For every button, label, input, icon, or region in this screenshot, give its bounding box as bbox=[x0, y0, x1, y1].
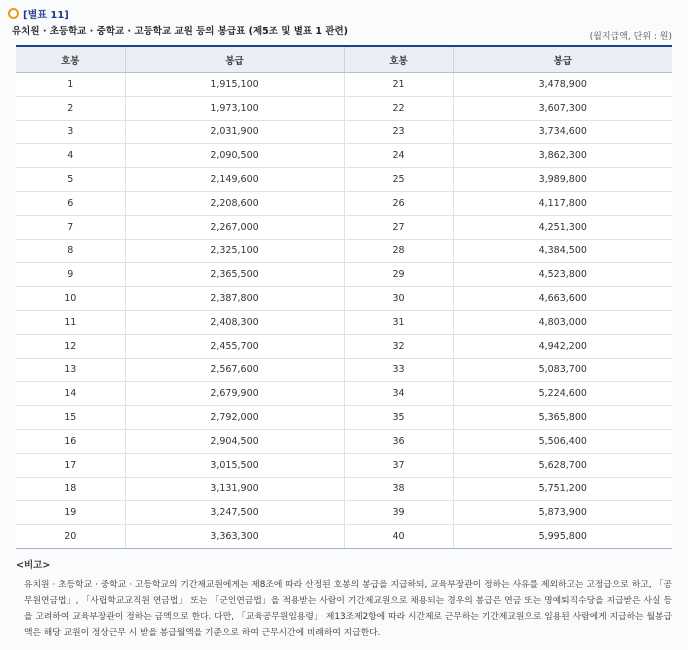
cell-salary: 3,015,500 bbox=[125, 453, 344, 477]
cell-salary: 2,904,500 bbox=[125, 429, 344, 453]
cell-salary: 4,523,800 bbox=[453, 263, 672, 287]
cell-grade: 30 bbox=[344, 287, 453, 311]
cell-grade: 3 bbox=[16, 120, 125, 144]
column-header-salary: 봉급 bbox=[453, 46, 672, 73]
cell-salary: 5,873,900 bbox=[453, 501, 672, 525]
cell-grade: 13 bbox=[16, 358, 125, 382]
cell-grade: 8 bbox=[16, 239, 125, 263]
table-row bbox=[16, 287, 672, 311]
cell-salary: 2,792,000 bbox=[125, 406, 344, 430]
cell-grade: 40 bbox=[344, 525, 453, 549]
table-row bbox=[16, 429, 672, 453]
cell-grade: 5 bbox=[16, 168, 125, 192]
cell-salary: 2,387,800 bbox=[125, 287, 344, 311]
table-row bbox=[16, 239, 672, 263]
cell-salary: 3,734,600 bbox=[453, 120, 672, 144]
cell-grade: 20 bbox=[16, 525, 125, 549]
table-row bbox=[16, 144, 672, 168]
cell-salary: 2,365,500 bbox=[125, 263, 344, 287]
table-row bbox=[16, 453, 672, 477]
cell-grade: 32 bbox=[344, 334, 453, 358]
cell-salary: 3,478,900 bbox=[453, 73, 672, 97]
cell-salary: 2,208,600 bbox=[125, 191, 344, 215]
table-row bbox=[16, 191, 672, 215]
title-line bbox=[8, 6, 680, 21]
cell-grade: 10 bbox=[16, 287, 125, 311]
cell-grade: 39 bbox=[344, 501, 453, 525]
cell-grade: 17 bbox=[16, 453, 125, 477]
note-text: 유치원 · 초등학교 · 중학교 · 고등학교의 기간제교원에게는 제8조에 따라 산정된 호봉의 봉급을 지급하되, 교육부장관이 정하는 사유를 제외하고는 고정급으로 하고, 「공무원연금법」, 「사립학교교직원 연금법」 또는 「군인연금법」을 적용받는 사람이 기간제교원으로 채용되는 경우의 봉급은 연금 또는 명예퇴직수당을 지급받은 사실 등을 고려하여 교육부장관이 정하는 금액으로 한다. 다만, 「교육공무원임용령」 제13조제2항에 따라 시간제로 근무하는 기간제교원으로 임용된 사람에게 지급하는 월봉급액은 해당 교원이 정상근무 시 받을 봉급월액을 기준으로 하여 근무시간에 비례하여 지급한다. bbox=[24, 580, 672, 638]
table-header-row bbox=[16, 46, 672, 73]
cell-salary: 4,942,200 bbox=[453, 334, 672, 358]
table-row bbox=[16, 334, 672, 358]
table-row bbox=[16, 477, 672, 501]
table-row bbox=[16, 96, 672, 120]
cell-salary: 5,224,600 bbox=[453, 382, 672, 406]
cell-salary: 5,628,700 bbox=[453, 453, 672, 477]
cell-salary: 2,031,900 bbox=[125, 120, 344, 144]
cell-grade: 7 bbox=[16, 215, 125, 239]
cell-salary: 2,408,300 bbox=[125, 310, 344, 334]
cell-grade: 16 bbox=[16, 429, 125, 453]
cell-salary: 2,267,000 bbox=[125, 215, 344, 239]
cell-grade: 2 bbox=[16, 96, 125, 120]
cell-grade: 15 bbox=[16, 406, 125, 430]
cell-salary: 4,117,800 bbox=[453, 191, 672, 215]
cell-salary: 1,915,100 bbox=[125, 73, 344, 97]
cell-grade: 18 bbox=[16, 477, 125, 501]
cell-salary: 3,989,800 bbox=[453, 168, 672, 192]
cell-grade: 1 bbox=[16, 73, 125, 97]
table-row bbox=[16, 501, 672, 525]
cell-salary: 3,607,300 bbox=[453, 96, 672, 120]
circle-bullet-icon bbox=[8, 8, 19, 19]
cell-salary: 2,455,700 bbox=[125, 334, 344, 358]
table-row bbox=[16, 310, 672, 334]
table-row bbox=[16, 382, 672, 406]
table-subtitle: 유치원 · 초등학교 · 중학교 · 고등학교 교원 등의 봉급표 (제5조 및 별표 1 관련) bbox=[12, 26, 348, 37]
cell-salary: 5,995,800 bbox=[453, 525, 672, 549]
table-row bbox=[16, 406, 672, 430]
cell-grade: 24 bbox=[344, 144, 453, 168]
cell-salary: 4,384,500 bbox=[453, 239, 672, 263]
cell-salary: 2,567,600 bbox=[125, 358, 344, 382]
cell-salary: 5,083,700 bbox=[453, 358, 672, 382]
column-header-grade: 호봉 bbox=[16, 46, 125, 73]
header bbox=[8, 6, 680, 37]
table-row bbox=[16, 263, 672, 287]
column-header-salary: 봉급 bbox=[125, 46, 344, 73]
note-heading: <비고> bbox=[16, 560, 51, 571]
table-row bbox=[16, 168, 672, 192]
salary-table bbox=[16, 45, 672, 549]
table-row bbox=[16, 73, 672, 97]
table-row bbox=[16, 120, 672, 144]
cell-salary: 4,663,600 bbox=[453, 287, 672, 311]
cell-salary: 5,365,800 bbox=[453, 406, 672, 430]
cell-grade: 38 bbox=[344, 477, 453, 501]
cell-grade: 9 bbox=[16, 263, 125, 287]
cell-salary: 2,325,100 bbox=[125, 239, 344, 263]
column-header-grade: 호봉 bbox=[344, 46, 453, 73]
cell-grade: 19 bbox=[16, 501, 125, 525]
appendix-title: [별표 11] bbox=[23, 10, 69, 21]
cell-grade: 6 bbox=[16, 191, 125, 215]
cell-salary: 4,251,300 bbox=[453, 215, 672, 239]
cell-grade: 33 bbox=[344, 358, 453, 382]
table-row bbox=[16, 358, 672, 382]
cell-salary: 3,131,900 bbox=[125, 477, 344, 501]
cell-grade: 12 bbox=[16, 334, 125, 358]
cell-grade: 27 bbox=[344, 215, 453, 239]
cell-grade: 37 bbox=[344, 453, 453, 477]
cell-grade: 29 bbox=[344, 263, 453, 287]
cell-grade: 22 bbox=[344, 96, 453, 120]
unit-label: (월지급액, 단위 : 원) bbox=[589, 32, 672, 42]
cell-grade: 21 bbox=[344, 73, 453, 97]
cell-salary: 3,363,300 bbox=[125, 525, 344, 549]
cell-grade: 14 bbox=[16, 382, 125, 406]
cell-grade: 34 bbox=[344, 382, 453, 406]
cell-salary: 3,247,500 bbox=[125, 501, 344, 525]
cell-salary: 2,090,500 bbox=[125, 144, 344, 168]
cell-salary: 5,506,400 bbox=[453, 429, 672, 453]
cell-salary: 5,751,200 bbox=[453, 477, 672, 501]
cell-salary: 2,149,600 bbox=[125, 168, 344, 192]
cell-salary: 4,803,000 bbox=[453, 310, 672, 334]
cell-grade: 26 bbox=[344, 191, 453, 215]
cell-salary: 3,862,300 bbox=[453, 144, 672, 168]
cell-grade: 23 bbox=[344, 120, 453, 144]
cell-grade: 11 bbox=[16, 310, 125, 334]
cell-grade: 35 bbox=[344, 406, 453, 430]
cell-grade: 28 bbox=[344, 239, 453, 263]
cell-grade: 31 bbox=[344, 310, 453, 334]
table-body bbox=[16, 73, 672, 549]
table-row bbox=[16, 215, 672, 239]
cell-grade: 4 bbox=[16, 144, 125, 168]
cell-salary: 2,679,900 bbox=[125, 382, 344, 406]
cell-salary: 1,973,100 bbox=[125, 96, 344, 120]
table-row bbox=[16, 525, 672, 549]
cell-grade: 36 bbox=[344, 429, 453, 453]
cell-grade: 25 bbox=[344, 168, 453, 192]
